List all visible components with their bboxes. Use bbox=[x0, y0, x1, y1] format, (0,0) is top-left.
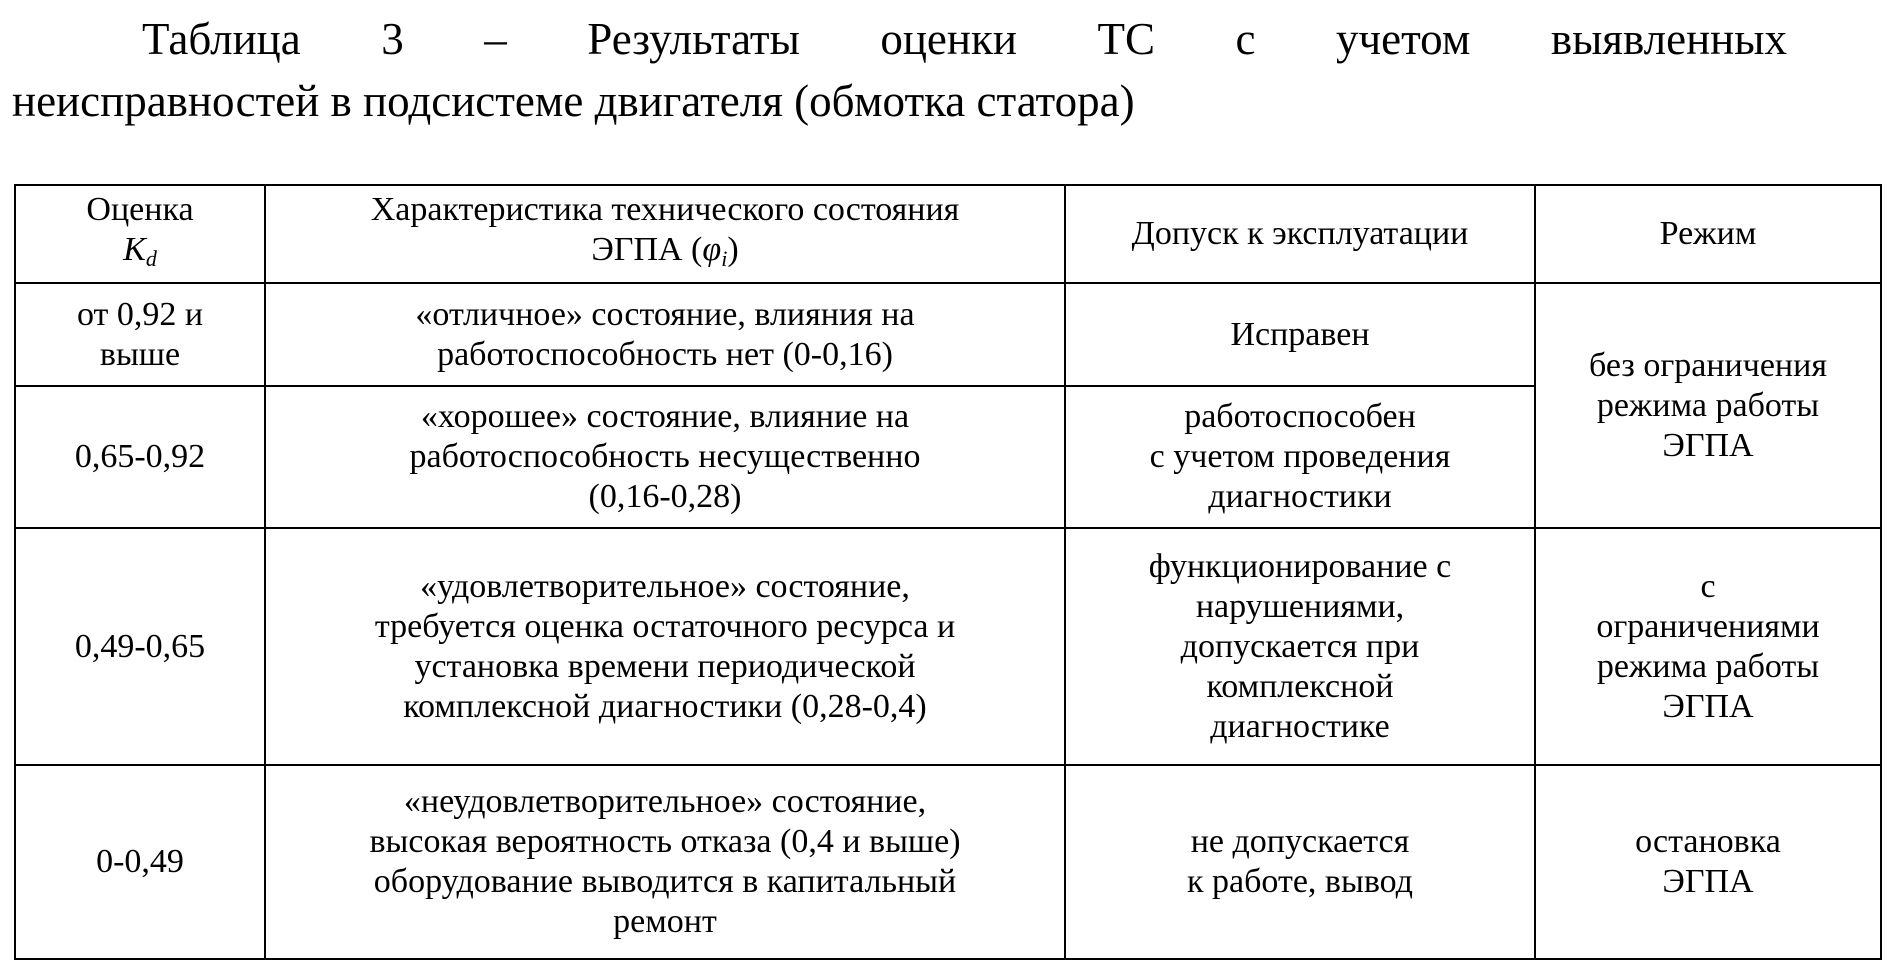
header-characteristic: Характеристика технического состояния ЭГПА $(\varphi_i)$ bbox=[265, 185, 1065, 283]
table-caption-line2: неисправностей в подсистеме двигателя (обмотка статора) bbox=[12, 76, 1135, 126]
table-caption-line1: Таблица 3 – Результаты оценки ТС с учетом выявленных bbox=[142, 14, 1787, 64]
cell-score: 0-0,49 bbox=[15, 765, 265, 959]
cell-admission: функционирование с нарушениями, допускается при комплексной диагностике bbox=[1065, 528, 1535, 765]
cell-characteristic: «отличное» состояние, влияния на работоспособность нет (0-0,16) bbox=[265, 283, 1065, 386]
header-score: Оценка $K_d$ bbox=[15, 185, 265, 283]
table-header-row bbox=[15, 185, 1881, 283]
header-mode: Режим bbox=[1535, 185, 1881, 283]
cell-score: от 0,92 и выше bbox=[15, 283, 265, 386]
table-row bbox=[15, 765, 1881, 959]
table-row bbox=[15, 283, 1881, 386]
table-row bbox=[15, 528, 1881, 765]
cell-admission: не допускается к работе, вывод bbox=[1065, 765, 1535, 959]
cell-mode: с ограничениями режима работы ЭГПА bbox=[1535, 528, 1881, 765]
cell-characteristic: «неудовлетворительное» состояние, высокая вероятность отказа (0,4 и выше) оборудование выводится в капитальный ремонт bbox=[265, 765, 1065, 959]
cell-score: 0,49-0,65 bbox=[15, 528, 265, 765]
header-admission: Допуск к эксплуатации bbox=[1065, 185, 1535, 283]
cell-mode: остановка ЭГПА bbox=[1535, 765, 1881, 959]
cell-characteristic: «удовлетворительное» состояние, требуется оценка остаточного ресурса и установка времени периодической комплексной диагностики (0,28-0,4) bbox=[265, 528, 1065, 765]
assessment-table bbox=[14, 184, 1882, 960]
cell-score: 0,65-0,92 bbox=[15, 386, 265, 528]
cell-characteristic: «хорошее» состояние, влияние на работоспособность несущественно (0,16-0,28) bbox=[265, 386, 1065, 528]
cell-mode-merged: без ограничения режима работы ЭГПА bbox=[1535, 283, 1881, 528]
cell-admission: Исправен bbox=[1065, 283, 1535, 386]
cell-admission: работоспособен с учетом проведения диагностики bbox=[1065, 386, 1535, 528]
